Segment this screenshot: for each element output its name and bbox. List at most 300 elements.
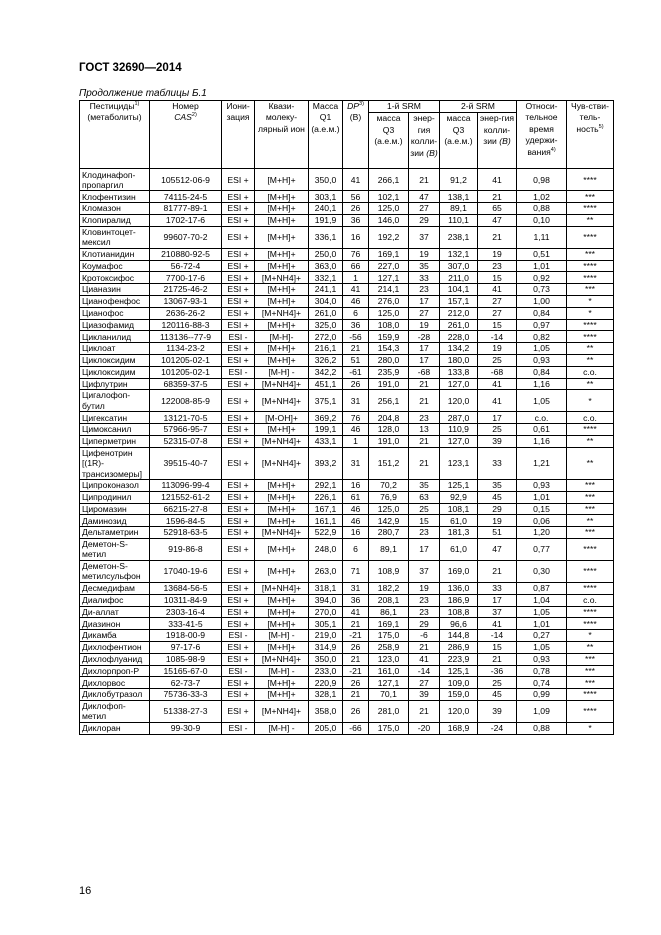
quasi-ion-cell: [M+H]+ — [255, 169, 309, 191]
pesticide-cell: Циклоксидим — [80, 366, 150, 378]
document-title: ГОСТ 32690—2014 — [79, 62, 182, 74]
srm1-mass-cell: 159,9 — [369, 331, 409, 343]
srm2-mass-cell: 123,1 — [440, 447, 478, 479]
srm2-energy-cell: 33 — [478, 447, 517, 479]
srm2-mass-cell: 168,9 — [440, 722, 478, 734]
ionization-cell: ESI + — [222, 606, 255, 618]
pesticide-cell: Диклоран — [80, 722, 150, 734]
srm1-mass-cell: 108,9 — [369, 560, 409, 582]
ionization-cell: ESI + — [222, 203, 255, 215]
ionization-cell: ESI - — [222, 331, 255, 343]
retention-cell: 1,05 — [517, 343, 567, 355]
retention-cell: 1,21 — [517, 447, 567, 479]
retention-cell: 1,04 — [517, 594, 567, 606]
srm2-energy-cell: 15 — [478, 641, 517, 653]
srm1-mass-cell: 86,1 — [369, 606, 409, 618]
srm2-energy-cell: -14 — [478, 331, 517, 343]
table-row — [80, 424, 614, 436]
srm1-mass-cell: 281,0 — [369, 700, 409, 722]
sensitivity-cell: * — [567, 722, 614, 734]
header-srm1-mass-q3: масса Q3 (а.е.м.) — [369, 113, 409, 169]
pesticide-cell: Цигалофоп-бутил — [80, 390, 150, 412]
sensitivity-cell: **** — [567, 226, 614, 248]
srm1-mass-cell: 127,1 — [369, 272, 409, 284]
srm2-mass-cell: 211,0 — [440, 272, 478, 284]
srm1-energy-cell: 21 — [409, 435, 440, 447]
ionization-cell: ESI + — [222, 354, 255, 366]
ionization-cell: ESI + — [222, 560, 255, 582]
mass-q1-cell: 332,1 — [309, 272, 343, 284]
ionization-cell: ESI + — [222, 479, 255, 491]
cas-cell: 1085-98-9 — [150, 653, 222, 665]
table-row — [80, 390, 614, 412]
retention-cell: 1,01 — [517, 618, 567, 630]
retention-cell: 0,93 — [517, 479, 567, 491]
dp-cell: 36 — [343, 215, 369, 227]
quasi-ion-cell: [M+H]+ — [255, 503, 309, 515]
sensitivity-cell: *** — [567, 479, 614, 491]
pesticide-cell: Ципродинил — [80, 491, 150, 503]
pesticide-cell: Циклоксидим — [80, 354, 150, 366]
mass-q1-cell: 342,2 — [309, 366, 343, 378]
srm2-energy-cell: 47 — [478, 538, 517, 560]
srm1-mass-cell: 175,0 — [369, 630, 409, 642]
pesticide-cell: Дикамба — [80, 630, 150, 642]
ionization-cell: ESI + — [222, 226, 255, 248]
quasi-ion-cell: [M+NH4]+ — [255, 307, 309, 319]
cas-cell: 120116-88-3 — [150, 319, 222, 331]
retention-cell: 1,01 — [517, 491, 567, 503]
retention-cell: 1,20 — [517, 527, 567, 539]
quasi-ion-cell: [M-H] - — [255, 366, 309, 378]
quasi-ion-cell: [M+H]+ — [255, 479, 309, 491]
pesticide-cell: Деметон-S-метил — [80, 538, 150, 560]
srm1-mass-cell: 70,2 — [369, 479, 409, 491]
srm1-energy-cell: 21 — [409, 700, 440, 722]
header-pesticide: Пестициды$^{1)}$ (метаболиты) — [80, 101, 150, 169]
cas-cell: 113096-99-4 — [150, 479, 222, 491]
pesticide-cell: Клодинафоп-пропаргил — [80, 169, 150, 191]
srm2-energy-cell: 33 — [478, 582, 517, 594]
srm2-mass-cell: 61,0 — [440, 515, 478, 527]
table-row — [80, 226, 614, 248]
cas-cell: 74115-24-5 — [150, 191, 222, 203]
srm2-mass-cell: 138,1 — [440, 191, 478, 203]
srm1-energy-cell: 15 — [409, 515, 440, 527]
srm1-mass-cell: 127,1 — [369, 677, 409, 689]
sensitivity-cell: ** — [567, 641, 614, 653]
sensitivity-cell: ** — [567, 435, 614, 447]
srm2-mass-cell: 212,0 — [440, 307, 478, 319]
srm1-mass-cell: 125,0 — [369, 503, 409, 515]
mass-q1-cell: 226,1 — [309, 491, 343, 503]
srm2-mass-cell: 120,0 — [440, 390, 478, 412]
header-quasi-ion: Квази-молеку-лярный ион — [255, 101, 309, 169]
cas-cell: 75736-33-3 — [150, 689, 222, 701]
quasi-ion-cell: [M+H]+ — [255, 560, 309, 582]
table-row — [80, 248, 614, 260]
retention-cell: 0,98 — [517, 169, 567, 191]
pesticide-cell: Клофентизин — [80, 191, 150, 203]
srm2-mass-cell: 133,8 — [440, 366, 478, 378]
header-srm1: 1-й SRM — [369, 101, 440, 113]
table-row — [80, 343, 614, 355]
retention-cell: 1,05 — [517, 390, 567, 412]
table-row — [80, 479, 614, 491]
ionization-cell: ESI + — [222, 700, 255, 722]
table-row — [80, 412, 614, 424]
table-row — [80, 284, 614, 296]
dp-cell: 51 — [343, 354, 369, 366]
header-cas: Номер CAS$^{2)}$ — [150, 101, 222, 169]
sensitivity-cell: **** — [567, 331, 614, 343]
srm1-mass-cell: 142,9 — [369, 515, 409, 527]
cas-cell: 62-73-7 — [150, 677, 222, 689]
srm1-mass-cell: 182,2 — [369, 582, 409, 594]
srm1-energy-cell: 27 — [409, 203, 440, 215]
dp-cell: 46 — [343, 503, 369, 515]
dp-cell: 76 — [343, 248, 369, 260]
sensitivity-cell: ** — [567, 378, 614, 390]
table-row — [80, 515, 614, 527]
srm1-mass-cell: 235,9 — [369, 366, 409, 378]
mass-q1-cell: 250,0 — [309, 248, 343, 260]
retention-cell: с.о. — [517, 412, 567, 424]
srm2-energy-cell: 19 — [478, 248, 517, 260]
sensitivity-cell: *** — [567, 491, 614, 503]
retention-cell: 0,51 — [517, 248, 567, 260]
dp-cell: 41 — [343, 606, 369, 618]
dp-cell: 31 — [343, 582, 369, 594]
srm1-energy-cell: 37 — [409, 560, 440, 582]
srm2-mass-cell: 287,0 — [440, 412, 478, 424]
sensitivity-cell: **** — [567, 618, 614, 630]
pesticide-cell: Цианазин — [80, 284, 150, 296]
table-row — [80, 491, 614, 503]
table-row — [80, 354, 614, 366]
table-row — [80, 169, 614, 191]
srm1-energy-cell: 23 — [409, 527, 440, 539]
srm1-energy-cell: 19 — [409, 582, 440, 594]
ionization-cell: ESI + — [222, 248, 255, 260]
quasi-ion-cell: [M+H]+ — [255, 424, 309, 436]
mass-q1-cell: 326,2 — [309, 354, 343, 366]
srm2-mass-cell: 261,0 — [440, 319, 478, 331]
srm2-mass-cell: 223,9 — [440, 653, 478, 665]
sensitivity-cell: ** — [567, 215, 614, 227]
ionization-cell: ESI - — [222, 366, 255, 378]
srm1-energy-cell: 29 — [409, 618, 440, 630]
table-row — [80, 307, 614, 319]
srm2-energy-cell: 35 — [478, 479, 517, 491]
srm1-mass-cell: 154,3 — [369, 343, 409, 355]
table-row — [80, 677, 614, 689]
retention-cell: 0,84 — [517, 366, 567, 378]
dp-cell: 46 — [343, 515, 369, 527]
table-row — [80, 641, 614, 653]
table-row — [80, 700, 614, 722]
srm1-energy-cell: 21 — [409, 378, 440, 390]
table-row — [80, 618, 614, 630]
ionization-cell: ESI + — [222, 491, 255, 503]
cas-cell: 66215-27-8 — [150, 503, 222, 515]
srm1-mass-cell: 146,0 — [369, 215, 409, 227]
sensitivity-cell: ** — [567, 515, 614, 527]
mass-q1-cell: 261,0 — [309, 307, 343, 319]
dp-cell: -61 — [343, 366, 369, 378]
pesticide-cell: Диазинон — [80, 618, 150, 630]
header-ionization: Иони-зация — [222, 101, 255, 169]
quasi-ion-cell: [M+H]+ — [255, 226, 309, 248]
srm2-energy-cell: 25 — [478, 354, 517, 366]
header-srm2-energy: энер-гия колли-зии (В) — [478, 113, 517, 169]
mass-q1-cell: 314,9 — [309, 641, 343, 653]
pesticide-cell: Цигексатин — [80, 412, 150, 424]
retention-cell: 0,78 — [517, 665, 567, 677]
mass-q1-cell: 233,0 — [309, 665, 343, 677]
mass-q1-cell: 292,1 — [309, 479, 343, 491]
mass-q1-cell: 363,0 — [309, 260, 343, 272]
mass-q1-cell: 263,0 — [309, 560, 343, 582]
cas-cell: 99607-70-2 — [150, 226, 222, 248]
table-row — [80, 538, 614, 560]
ionization-cell: ESI + — [222, 307, 255, 319]
srm1-energy-cell: 17 — [409, 354, 440, 366]
srm1-mass-cell: 102,1 — [369, 191, 409, 203]
srm1-mass-cell: 125,0 — [369, 203, 409, 215]
dp-cell: -21 — [343, 665, 369, 677]
quasi-ion-cell: [M+H]+ — [255, 677, 309, 689]
sensitivity-cell: **** — [567, 203, 614, 215]
cas-cell: 97-17-6 — [150, 641, 222, 653]
dp-cell: 71 — [343, 560, 369, 582]
dp-cell: 41 — [343, 284, 369, 296]
sensitivity-cell: *** — [567, 677, 614, 689]
retention-cell: 0,74 — [517, 677, 567, 689]
header-retention-time: Относи-тельное время удержи-вания$^{4)}$ — [517, 101, 567, 169]
ionization-cell: ESI + — [222, 412, 255, 424]
ionization-cell: ESI + — [222, 689, 255, 701]
srm1-energy-cell: -28 — [409, 331, 440, 343]
srm2-mass-cell: 169,0 — [440, 560, 478, 582]
srm2-mass-cell: 238,1 — [440, 226, 478, 248]
srm2-energy-cell: -68 — [478, 366, 517, 378]
pesticide-cell: Цианофос — [80, 307, 150, 319]
quasi-ion-cell: [M+NH4]+ — [255, 447, 309, 479]
pesticide-cell: Цифенотрин [(1R)-трансизомеры] — [80, 447, 150, 479]
srm1-mass-cell: 70,1 — [369, 689, 409, 701]
sensitivity-cell: *** — [567, 653, 614, 665]
srm2-energy-cell: 21 — [478, 191, 517, 203]
mass-q1-cell: 350,0 — [309, 169, 343, 191]
retention-cell: 0,87 — [517, 582, 567, 594]
table-row — [80, 319, 614, 331]
retention-cell: 0,06 — [517, 515, 567, 527]
pesticide-cell: Десмедифам — [80, 582, 150, 594]
pesticide-cell: Коумафос — [80, 260, 150, 272]
srm2-mass-cell: 307,0 — [440, 260, 478, 272]
srm2-energy-cell: 51 — [478, 527, 517, 539]
ionization-cell: ESI + — [222, 447, 255, 479]
srm1-mass-cell: 161,0 — [369, 665, 409, 677]
srm2-mass-cell: 144,8 — [440, 630, 478, 642]
dp-cell: 26 — [343, 641, 369, 653]
srm1-mass-cell: 125,0 — [369, 307, 409, 319]
srm2-mass-cell: 89,1 — [440, 203, 478, 215]
srm1-mass-cell: 128,0 — [369, 424, 409, 436]
cas-cell: 15165-67-0 — [150, 665, 222, 677]
ionization-cell: ESI - — [222, 665, 255, 677]
table-row — [80, 215, 614, 227]
mass-q1-cell: 216,1 — [309, 343, 343, 355]
srm2-energy-cell: 25 — [478, 424, 517, 436]
sensitivity-cell: ** — [567, 343, 614, 355]
table-header-row — [80, 101, 614, 113]
quasi-ion-cell: [M+H]+ — [255, 641, 309, 653]
sensitivity-cell: * — [567, 295, 614, 307]
srm2-mass-cell: 92,9 — [440, 491, 478, 503]
quasi-ion-cell: [M-H]- — [255, 331, 309, 343]
srm1-energy-cell: 25 — [409, 503, 440, 515]
quasi-ion-cell: [M-H] - — [255, 630, 309, 642]
sensitivity-cell: **** — [567, 260, 614, 272]
srm2-energy-cell: -14 — [478, 630, 517, 642]
srm2-energy-cell: 27 — [478, 307, 517, 319]
srm1-energy-cell: 21 — [409, 390, 440, 412]
sensitivity-cell: **** — [567, 700, 614, 722]
mass-q1-cell: 350,0 — [309, 653, 343, 665]
srm1-mass-cell: 214,1 — [369, 284, 409, 296]
dp-cell: 46 — [343, 295, 369, 307]
sensitivity-cell: **** — [567, 424, 614, 436]
ionization-cell: ESI + — [222, 191, 255, 203]
cas-cell: 17040-19-6 — [150, 560, 222, 582]
header-mass-q1: Масса Q1 (а.е.м.) — [309, 101, 343, 169]
dp-cell: 46 — [343, 424, 369, 436]
quasi-ion-cell: [M+H]+ — [255, 284, 309, 296]
srm2-mass-cell: 136,0 — [440, 582, 478, 594]
srm2-energy-cell: 25 — [478, 677, 517, 689]
pesticide-cell: Дельтаметрин — [80, 527, 150, 539]
srm2-mass-cell: 96,6 — [440, 618, 478, 630]
srm2-energy-cell: 23 — [478, 260, 517, 272]
mass-q1-cell: 241,1 — [309, 284, 343, 296]
srm1-energy-cell: 35 — [409, 260, 440, 272]
srm2-energy-cell: 39 — [478, 435, 517, 447]
quasi-ion-cell: [M+H]+ — [255, 260, 309, 272]
retention-cell: 1,01 — [517, 260, 567, 272]
ionization-cell: ESI - — [222, 722, 255, 734]
page-number: 16 — [79, 885, 92, 897]
dp-cell: 31 — [343, 390, 369, 412]
srm2-mass-cell: 181,3 — [440, 527, 478, 539]
sensitivity-cell: ** — [567, 447, 614, 479]
header-sensitivity: Чув-стви-тель-ность$^{5)}$ — [567, 101, 614, 169]
cas-cell: 81777-89-1 — [150, 203, 222, 215]
pesticide-cell: Циклоат — [80, 343, 150, 355]
dp-cell: 26 — [343, 378, 369, 390]
srm2-energy-cell: 19 — [478, 343, 517, 355]
quasi-ion-cell: [M-OH]+ — [255, 412, 309, 424]
cas-cell: 13121-70-5 — [150, 412, 222, 424]
ionization-cell: ESI + — [222, 653, 255, 665]
cas-cell: 21725-46-2 — [150, 284, 222, 296]
mass-q1-cell: 304,0 — [309, 295, 343, 307]
sensitivity-cell: * — [567, 307, 614, 319]
table-row — [80, 435, 614, 447]
quasi-ion-cell: [M+H]+ — [255, 689, 309, 701]
table-row — [80, 378, 614, 390]
quasi-ion-cell: [M+H]+ — [255, 491, 309, 503]
srm2-energy-cell: 21 — [478, 560, 517, 582]
srm1-mass-cell: 192,2 — [369, 226, 409, 248]
retention-cell: 0,92 — [517, 272, 567, 284]
srm2-mass-cell: 91,2 — [440, 169, 478, 191]
srm2-mass-cell: 186,9 — [440, 594, 478, 606]
cas-cell: 1702-17-6 — [150, 215, 222, 227]
quasi-ion-cell: [M+NH4]+ — [255, 653, 309, 665]
srm1-mass-cell: 108,0 — [369, 319, 409, 331]
srm2-mass-cell: 109,0 — [440, 677, 478, 689]
ionization-cell: ESI + — [222, 215, 255, 227]
quasi-ion-cell: [M+NH4]+ — [255, 378, 309, 390]
mass-q1-cell: 191,9 — [309, 215, 343, 227]
quasi-ion-cell: [M+H]+ — [255, 319, 309, 331]
sensitivity-cell: *** — [567, 284, 614, 296]
srm1-mass-cell: 258,9 — [369, 641, 409, 653]
retention-cell: 1,05 — [517, 641, 567, 653]
table-row — [80, 191, 614, 203]
retention-cell: 1,16 — [517, 378, 567, 390]
mass-q1-cell: 219,0 — [309, 630, 343, 642]
table-row — [80, 272, 614, 284]
srm1-mass-cell: 169,1 — [369, 618, 409, 630]
mass-q1-cell: 336,1 — [309, 226, 343, 248]
srm1-energy-cell: 17 — [409, 295, 440, 307]
mass-q1-cell: 303,1 — [309, 191, 343, 203]
dp-cell: 16 — [343, 226, 369, 248]
srm1-mass-cell: 280,0 — [369, 354, 409, 366]
quasi-ion-cell: [M+H]+ — [255, 515, 309, 527]
srm1-mass-cell: 227,0 — [369, 260, 409, 272]
cas-cell: 101205-02-1 — [150, 366, 222, 378]
srm2-mass-cell: 110,9 — [440, 424, 478, 436]
mass-q1-cell: 358,0 — [309, 700, 343, 722]
ionization-cell: ESI + — [222, 260, 255, 272]
mass-q1-cell: 199,1 — [309, 424, 343, 436]
mass-q1-cell: 220,9 — [309, 677, 343, 689]
mass-q1-cell: 393,2 — [309, 447, 343, 479]
table-row — [80, 689, 614, 701]
srm2-mass-cell: 159,0 — [440, 689, 478, 701]
retention-cell: 0,61 — [517, 424, 567, 436]
ionization-cell: ESI + — [222, 538, 255, 560]
srm2-energy-cell: 47 — [478, 215, 517, 227]
mass-q1-cell: 325,0 — [309, 319, 343, 331]
table-row — [80, 503, 614, 515]
dp-cell: 21 — [343, 689, 369, 701]
srm1-energy-cell: 23 — [409, 594, 440, 606]
ionization-cell: ESI + — [222, 284, 255, 296]
srm1-energy-cell: 23 — [409, 412, 440, 424]
pesticide-table — [79, 100, 614, 735]
sensitivity-cell: * — [567, 630, 614, 642]
pesticide-cell: Клопиралид — [80, 215, 150, 227]
cas-cell: 13067-93-1 — [150, 295, 222, 307]
srm2-mass-cell: 180,0 — [440, 354, 478, 366]
cas-cell: 39515-40-7 — [150, 447, 222, 479]
pesticide-cell: Циазофамид — [80, 319, 150, 331]
